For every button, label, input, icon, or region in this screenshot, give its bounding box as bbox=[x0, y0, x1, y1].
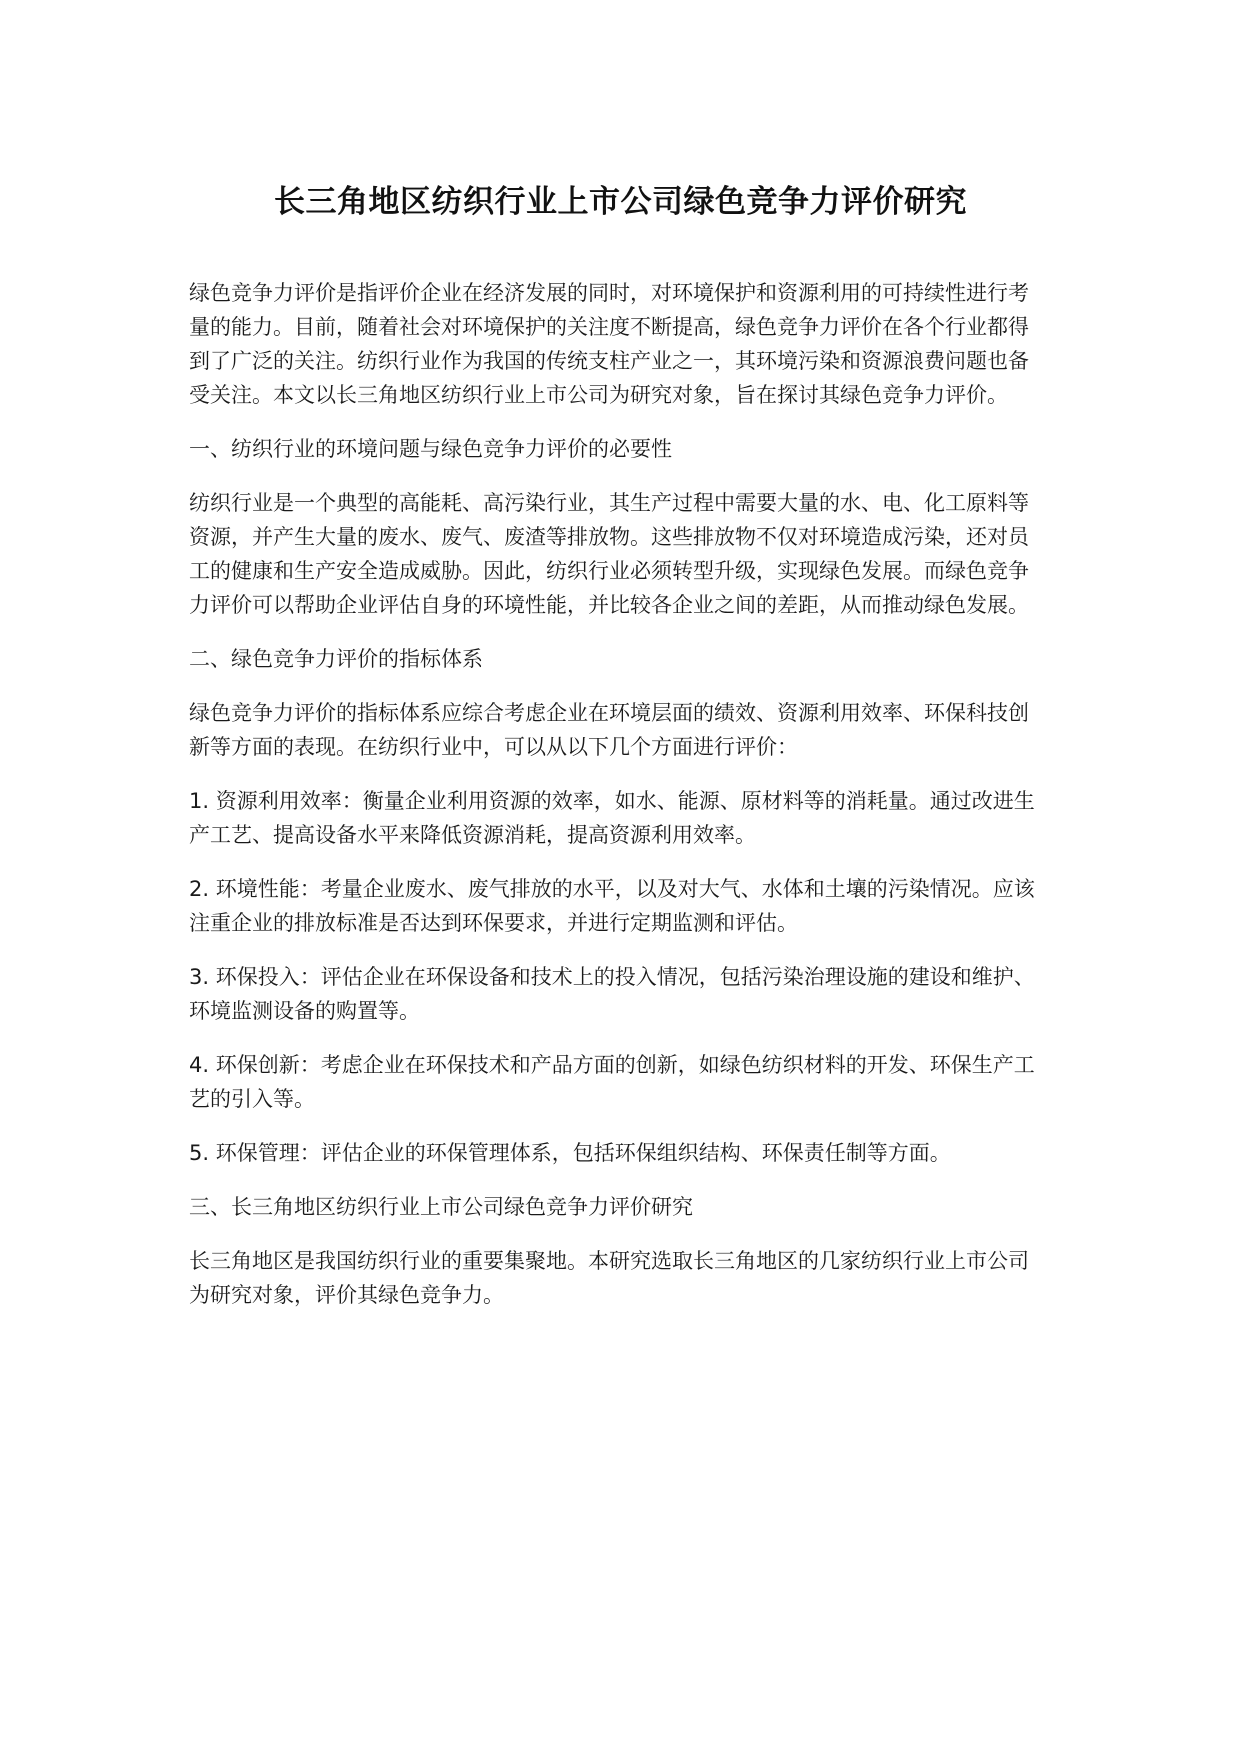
section-3-heading: 三、长三角地区纺织行业上市公司绿色竞争力评价研究 bbox=[189, 1195, 693, 1219]
section-1-paragraph: 纺织行业是一个典型的高能耗、高污染行业，其生产过程中需要大量的水、电、化工原料等资源，并产生大量的废水、废气、废渣等排放物。这些排放物不仅对环境造成污染，还对员工的健康和生产安全造成威胁。因此，纺织行业必须转型升级，实现绿色发展。而绿色竞争力评价可以帮助企业评估自身的环境性能，并比较各企业之间的差距，从而推动绿色发展。 bbox=[189, 491, 1029, 617]
section-3-paragraph: 长三角地区是我国纺织行业的重要集聚地。本研究选取长三角地区的几家纺织行业上市公司为研究对象，评价其绿色竞争力。 bbox=[189, 1249, 1029, 1307]
document-title: 长三角地区纺织行业上市公司绿色竞争力评价研究 bbox=[274, 184, 967, 220]
section-2-paragraph: 绿色竞争力评价的指标体系应综合考虑企业在环境层面的绩效、资源利用效率、环保科技创新等方面的表现。在纺织行业中，可以从以下几个方面进行评价： bbox=[189, 701, 1029, 759]
document-body bbox=[189, 276, 1049, 1332]
list-item: 4. 环保创新：考虑企业在环保技术和产品方面的创新，如绿色纺织材料的开发、环保生产工艺的引入等。 bbox=[189, 1053, 1035, 1111]
intro-paragraph: 绿色竞争力评价是指评价企业在经济发展的同时，对环境保护和资源利用的可持续性进行考量的能力。目前，随着社会对环境保护的关注度不断提高，绿色竞争力评价在各个行业都得到了广泛的关注。纺织行业作为我国的传统支柱产业之一，其环境污染和资源浪费问题也备受关注。本文以长三角地区纺织行业上市公司为研究对象，旨在探讨其绿色竞争力评价。 bbox=[189, 281, 1029, 407]
section-2-heading: 二、绿色竞争力评价的指标体系 bbox=[189, 647, 483, 671]
list-item: 5. 环保管理：评估企业的环保管理体系，包括环保组织结构、环保责任制等方面。 bbox=[189, 1141, 951, 1165]
list-item: 3. 环保投入：评估企业在环保设备和技术上的投入情况，包括污染治理设施的建设和维护、环境监测设备的购置等。 bbox=[189, 965, 1035, 1023]
list-item: 1. 资源利用效率：衡量企业利用资源的效率，如水、能源、原材料等的消耗量。通过改进生产工艺、提高设备水平来降低资源消耗，提高资源利用效率。 bbox=[189, 789, 1035, 847]
list-item: 2. 环境性能：考量企业废水、废气排放的水平，以及对大气、水体和土壤的污染情况。应该注重企业的排放标准是否达到环保要求，并进行定期监测和评估。 bbox=[189, 877, 1035, 935]
section-1-heading: 一、纺织行业的环境问题与绿色竞争力评价的必要性 bbox=[189, 437, 672, 461]
